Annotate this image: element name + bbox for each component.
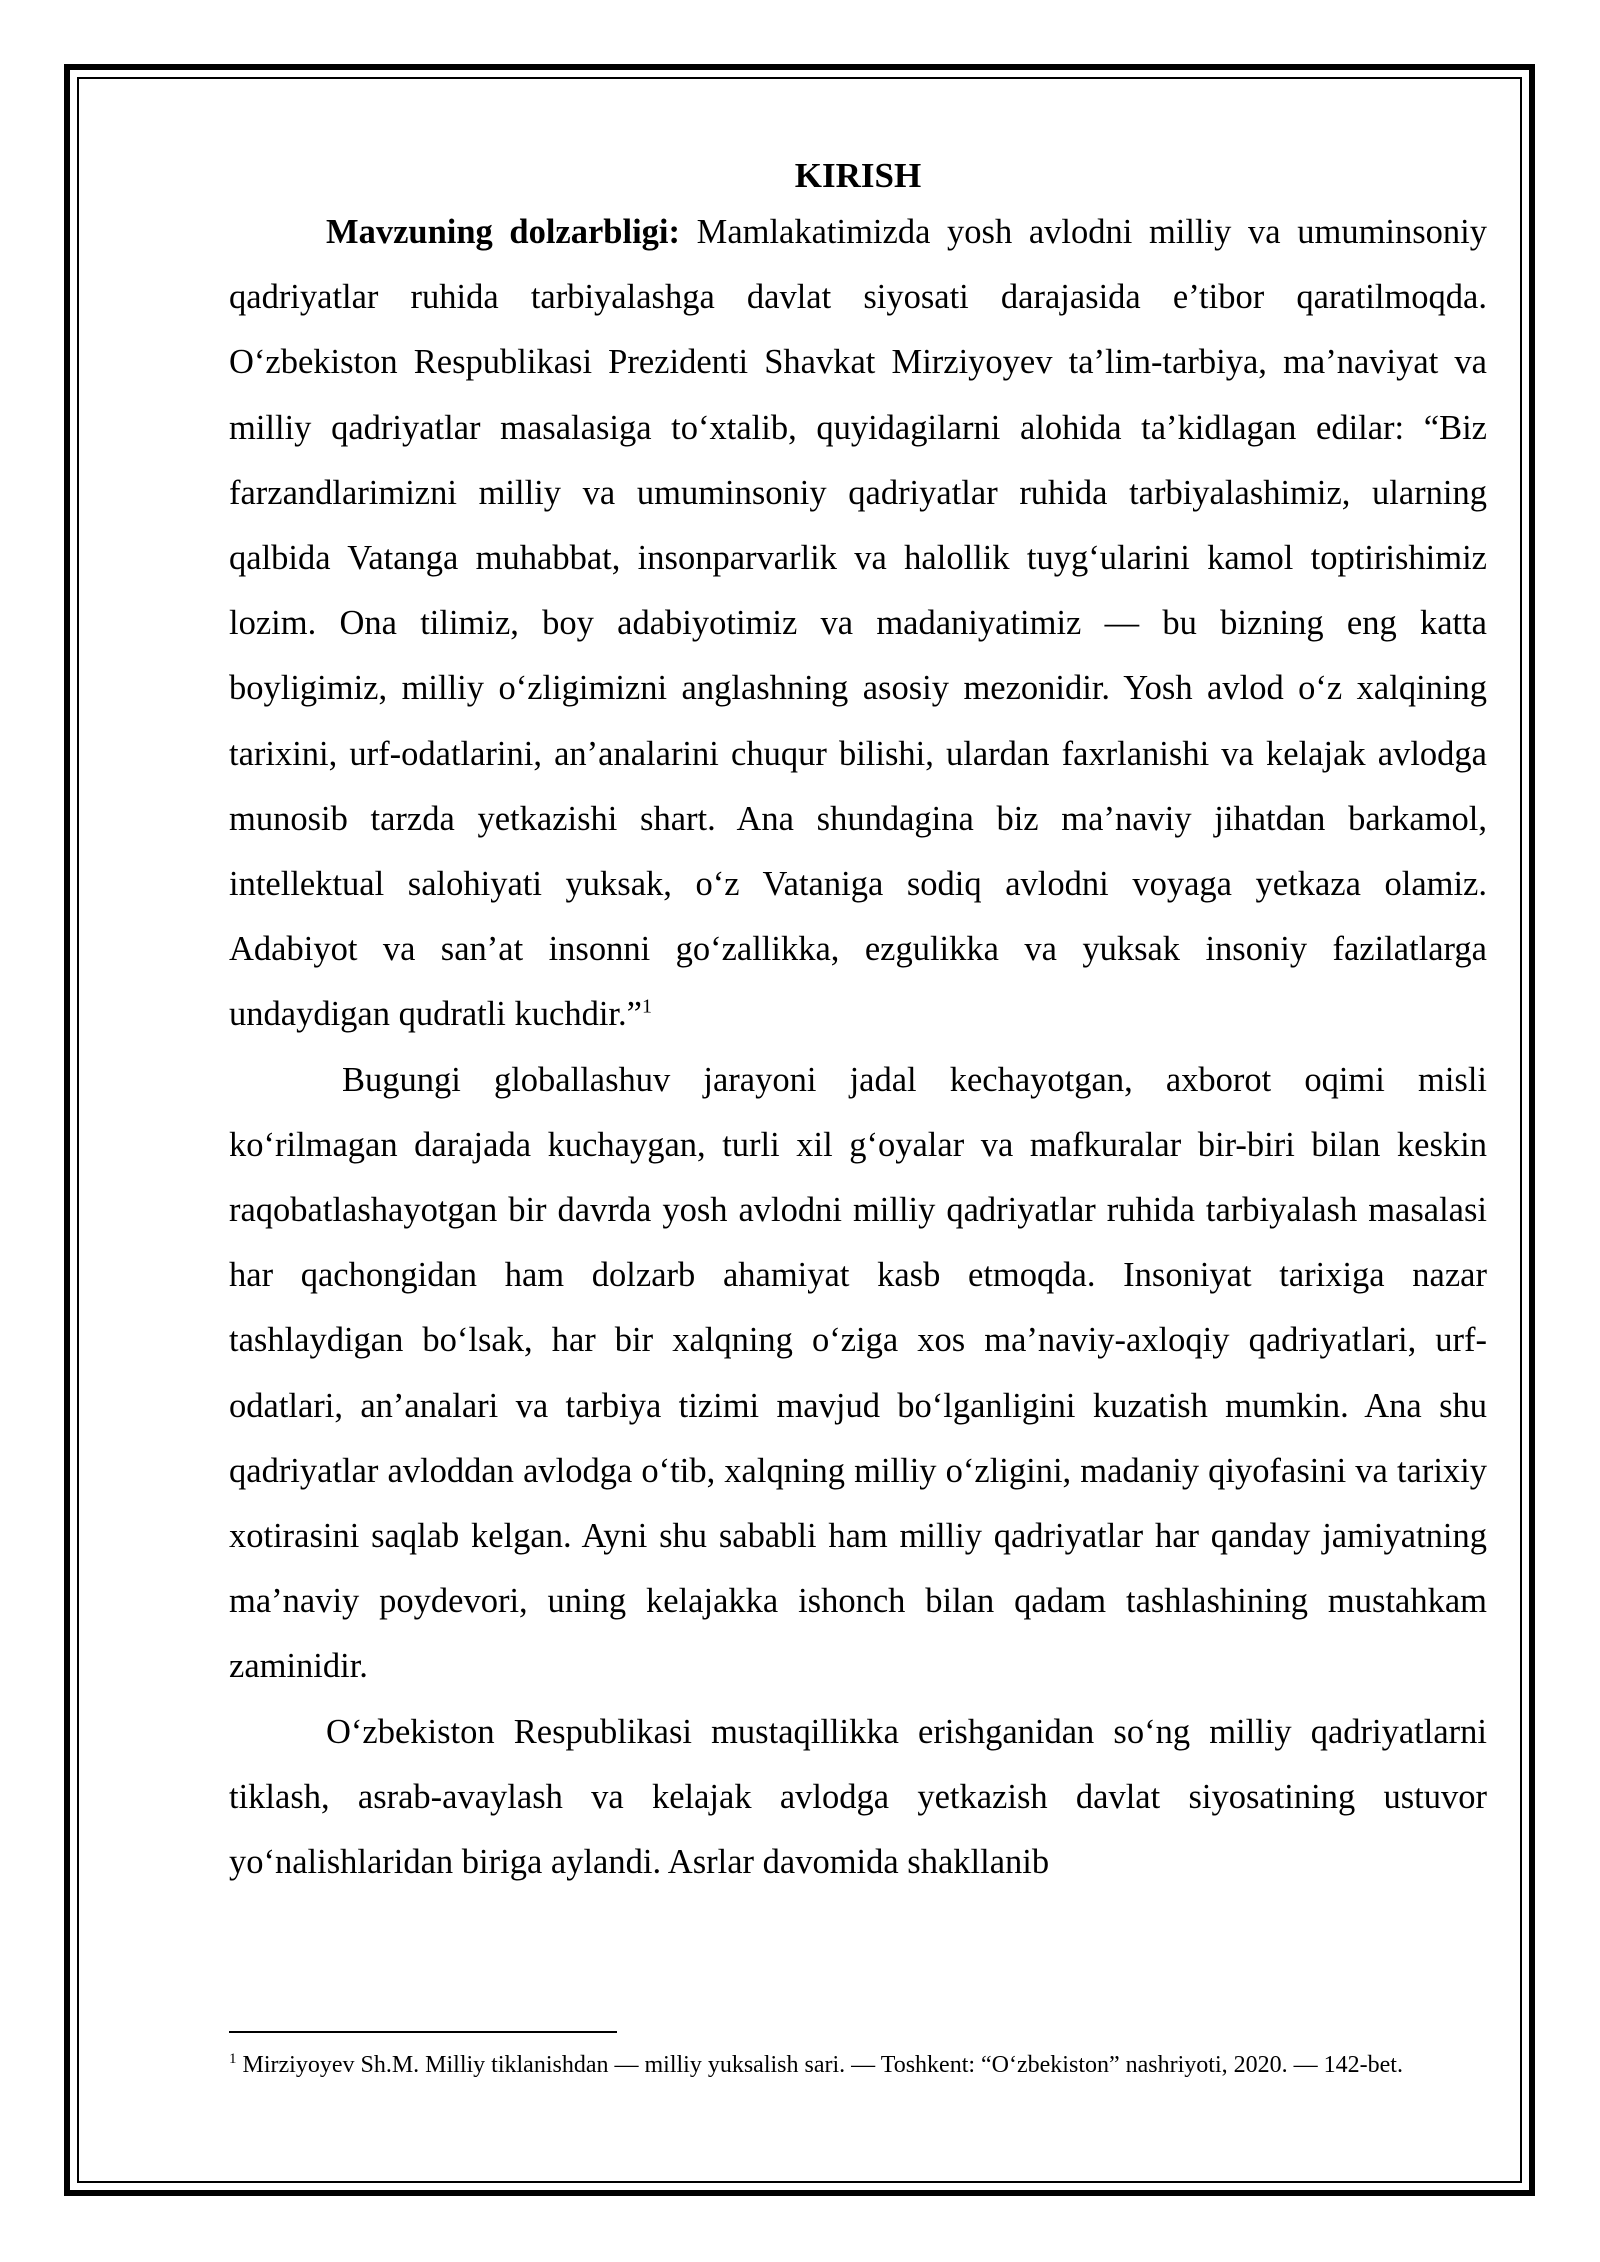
- paragraph-independence: O‘zbekiston Respublikasi mustaqillikka erishganidan so‘ng milliy qadriyatlarni tiklash, asrab-avaylash va kelajak avlodga yetkazish davlat siyosatining ustuvor yo‘nalishlaridan biriga aylandi. Asrlar davomida shakllanib: [229, 1712, 1487, 1882]
- footnote-number: 1: [229, 2051, 237, 2067]
- footnote: [229, 2050, 1487, 2080]
- footnote-text: Mirziyoyev Sh.M. Milliy tiklanishdan — milliy yuksalish sari. — Toshkent: “O‘zbekiston” nashriyoti, 2020. — 142-bet.: [236, 2052, 1403, 2078]
- paragraph-relevance: [229, 200, 1487, 1048]
- footnote-separator: [229, 2031, 617, 2033]
- paragraph-text: Mamlakatimizda yosh avlodni milliy va umuminsoniy qadriyatlar ruhida tarbiyalashga davlat siyosati darajasida e’tibor qaratilmoqda. O‘zbekiston Respublikasi Prezidenti Shavkat Mirziyoyev ta’lim-tarbiya, ma’naviyat va milliy qadriyatlar masalasiga to‘xtalib, quyidagilarni alohida ta’kidlagan edilar: “Biz farzandlarimizni milliy va umuminsoniy qadriyatlar ruhida tarbiyalashimiz, ularning qalbida Vatanga muhabbat, insonparvarlik va halollik tuyg‘ularini kamol toptirishimiz lozim. Ona tilimiz, boy adabiyotimiz va madaniyatimiz — bu bizning eng katta boyligimiz, milliy o‘zligimizni anglashning asosiy mezonidir. Yosh avlod o‘z xalqining tarixini, urf-odatlarini, an’analarini chuqur bilishi, ulardan faxrlanishi va kelajak avlodga munosib tarzda yetkazishi shart. Ana shundagina biz ma’naviy jihatdan barkamol, intellektual salohiyati yuksak, o‘z Vataniga sodiq avlodni voyaga yetkaza olamiz. Adabiyot va san’at insonni go‘zallikka, ezgulikka va yuksak insoniy fazilatlarga undaydigan qudratli kuchdir.”: [229, 213, 1487, 1034]
- paragraph-globalization: Bugungi globallashuv jarayoni jadal kechayotgan, axborot oqimi misli ko‘rilmagan darajada kuchaygan, turli xil g‘oyalar va mafkuralar bir-biri bilan keskin raqobatlashayotgan bir davrda yosh avlodni milliy qadriyatlar ruhida tarbiyalash masalasi har qachongidan ham dolzarb ahamiyat kasb etmoqda. Insoniyat tarixiga nazar tashlaydigan bo‘lsak, har bir xalqning o‘ziga xos ma’naviy-axloqiy qadriyatlari, urf-odatlari, an’analari va tarbiya tizimi mavjud bo‘lganligini kuzatish mumkin. Ana shu qadriyatlar avloddan avlodga o‘tib, xalqning milliy o‘zligini, madaniy qiyofasini va tarixiy xotirasini saqlab kelgan. Ayni shu sababli ham milliy qadriyatlar har qanday jamiyatning ma’naviy poydevori, uning kelajakka ishonch bilan qadam tashlashining mustahkam zaminidir.: [229, 1060, 1487, 1686]
- paragraph-lead: Mavzuning dolzarbligi:: [326, 213, 680, 251]
- document-title: KIRISH: [794, 156, 922, 195]
- footnote-reference[interactable]: 1: [641, 995, 652, 1018]
- document-body: [229, 152, 1487, 1895]
